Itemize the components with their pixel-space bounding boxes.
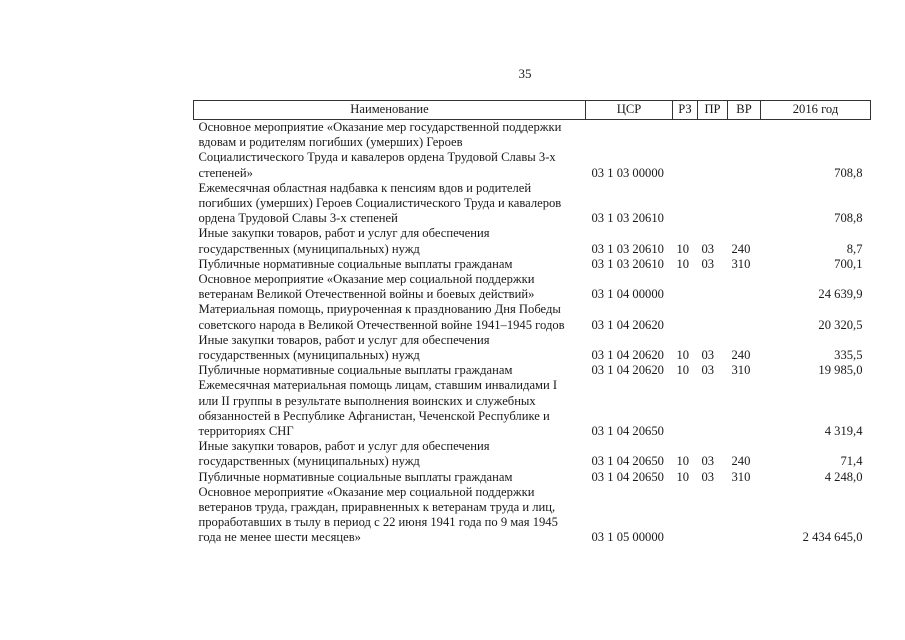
table-row: [194, 363, 871, 378]
row-pr: [698, 485, 728, 546]
row-name-line: Основное мероприятие «Оказание мер государственной поддержки: [198, 120, 562, 134]
row-rz: [673, 302, 698, 332]
header-pr: ПР: [698, 101, 728, 120]
row-amount: 708,8: [834, 211, 863, 226]
row-vr: 310: [731, 469, 751, 484]
row-vr: 240: [731, 241, 751, 256]
row-pr: 03: [701, 454, 715, 469]
row-rz: [673, 181, 698, 227]
table-row: [194, 439, 871, 469]
row-name: [194, 226, 586, 256]
row-pr: [698, 120, 728, 181]
row-rz: 10: [676, 348, 690, 363]
row-name-line: Публичные нормативные социальные выплаты гражданам: [198, 256, 513, 271]
table-header-row: [194, 101, 871, 120]
row-vr: [728, 302, 761, 332]
row-csr: 03 1 04 20650: [591, 469, 664, 484]
row-name-line: Публичные нормативные социальные выплаты гражданам: [198, 363, 513, 378]
table-row: [194, 181, 871, 227]
row-pr: 03: [701, 256, 715, 271]
row-pr: 03: [701, 348, 715, 363]
row-name: [194, 333, 586, 363]
table-row: [194, 485, 871, 546]
row-csr: 03 1 03 20610: [591, 211, 664, 226]
header-rz: РЗ: [673, 101, 698, 120]
row-pr: [698, 302, 728, 332]
header-name: Наименование: [194, 101, 586, 120]
row-name: [194, 272, 586, 302]
row-name-line: вдовам и родителям погибших (умерших) Героев: [198, 135, 463, 150]
row-name-line: советского народа в Великой Отечественной войне 1941–1945 годов: [198, 317, 565, 332]
row-name-line: Социалистического Труда и кавалеров ордена Трудовой Славы 3-х: [198, 150, 556, 165]
row-name-line: погибших (умерших) Героев Социалистического Труда и кавалеров: [198, 196, 562, 211]
header-vr: ВР: [728, 101, 761, 120]
header-csr: ЦСР: [586, 101, 673, 120]
row-pr: [698, 378, 728, 439]
table-body: [194, 120, 871, 546]
row-amount: 4 248,0: [824, 469, 863, 484]
row-rz: [673, 272, 698, 302]
row-name: [194, 257, 586, 272]
row-name: [194, 485, 586, 546]
budget-table: [193, 100, 871, 546]
row-name: [194, 470, 586, 485]
row-name-line: проработавших в тылу в период с 22 июня 1941 года по 9 мая 1945: [198, 515, 558, 530]
row-amount: 24 639,9: [818, 287, 863, 302]
row-csr: 03 1 03 00000: [591, 165, 664, 180]
row-vr: 310: [731, 363, 751, 378]
row-name: [194, 439, 586, 469]
row-vr: [728, 181, 761, 227]
row-csr: 03 1 04 20620: [591, 317, 664, 332]
row-vr: [728, 378, 761, 439]
row-csr: 03 1 03 20610: [591, 256, 664, 271]
row-pr: 03: [701, 469, 715, 484]
row-name-line: года не менее шести месяцев»: [198, 530, 361, 545]
row-amount: 2 434 645,0: [802, 530, 863, 545]
row-vr: 240: [731, 454, 751, 469]
row-rz: [673, 485, 698, 546]
row-amount: 8,7: [846, 241, 863, 256]
row-name-line: Ежемесячная областная надбавка к пенсиям вдов и родителей: [198, 180, 532, 195]
row-name-line: степеней»: [198, 165, 253, 180]
row-csr: 03 1 03 20610: [591, 241, 664, 256]
row-rz: 10: [676, 469, 690, 484]
row-csr: 03 1 05 00000: [591, 530, 664, 545]
row-name-line: ветеранам Великой Отечественной войны и боевых действий»: [198, 287, 535, 302]
row-name: [194, 181, 586, 227]
row-name-line: Материальная помощь, приуроченная к празднованию Дня Победы: [198, 302, 561, 317]
row-name: [194, 302, 586, 332]
table-row: [194, 257, 871, 272]
row-pr: 03: [701, 363, 715, 378]
row-name-line: государственных (муниципальных) нужд: [198, 241, 420, 256]
row-name-line: ветеранов труда, граждан, приравненных к ветеранам труда и лиц,: [198, 500, 556, 515]
row-name-line: государственных (муниципальных) нужд: [198, 348, 420, 363]
row-name: [194, 120, 586, 181]
row-name: [194, 363, 586, 378]
row-vr: 310: [731, 256, 751, 271]
header-year: 2016 год: [761, 101, 871, 120]
row-amount: 19 985,0: [818, 363, 863, 378]
row-amount: 4 319,4: [824, 424, 863, 439]
table-row: [194, 226, 871, 256]
table-row: [194, 120, 871, 181]
row-rz: 10: [676, 241, 690, 256]
row-pr: [698, 272, 728, 302]
row-rz: 10: [676, 363, 690, 378]
row-name-line: Иные закупки товаров, работ и услуг для обеспечения: [198, 226, 490, 241]
table-row: [194, 378, 871, 439]
row-rz: [673, 120, 698, 181]
row-name-line: Ежемесячная материальная помощь лицам, ставшим инвалидами I: [198, 378, 558, 393]
row-name-line: Публичные нормативные социальные выплаты гражданам: [198, 469, 513, 484]
row-amount: 20 320,5: [818, 317, 863, 332]
row-csr: 03 1 04 20620: [591, 363, 664, 378]
row-pr: [698, 181, 728, 227]
row-csr: 03 1 04 20620: [591, 348, 664, 363]
row-name-line: или II группы в результате выполнения воинских и служебных: [198, 393, 536, 408]
row-pr: 03: [701, 241, 715, 256]
row-vr: [728, 120, 761, 181]
table-row: [194, 333, 871, 363]
table-row: [194, 302, 871, 332]
row-name-line: Основное мероприятие «Оказание мер социальной поддержки: [198, 272, 535, 287]
row-name-line: ордена Трудовой Славы 3-х степеней: [198, 211, 398, 226]
page-number: 35: [518, 66, 532, 81]
row-csr: 03 1 04 20650: [591, 424, 664, 439]
row-csr: 03 1 04 20650: [591, 454, 664, 469]
table-row: [194, 470, 871, 485]
row-name-line: государственных (муниципальных) нужд: [198, 454, 420, 469]
row-csr: 03 1 04 00000: [591, 287, 664, 302]
table-row: [194, 272, 871, 302]
row-amount: 708,8: [834, 165, 863, 180]
row-amount: 71,4: [840, 454, 863, 469]
row-vr: [728, 485, 761, 546]
row-rz: 10: [676, 256, 690, 271]
row-name-line: территориях СНГ: [198, 424, 294, 439]
row-name-line: Основное мероприятие «Оказание мер социальной поддержки: [198, 484, 535, 499]
row-rz: [673, 378, 698, 439]
row-rz: 10: [676, 454, 690, 469]
row-vr: [728, 272, 761, 302]
row-vr: 240: [731, 348, 751, 363]
row-name-line: Иные закупки товаров, работ и услуг для обеспечения: [198, 439, 490, 454]
row-name-line: Иные закупки товаров, работ и услуг для обеспечения: [198, 332, 490, 347]
row-amount: 700,1: [834, 256, 863, 271]
row-amount: 335,5: [834, 348, 863, 363]
row-name-line: обязанностей в Республике Афганистан, Чеченской Республике и: [198, 408, 550, 423]
row-name: [194, 378, 586, 439]
